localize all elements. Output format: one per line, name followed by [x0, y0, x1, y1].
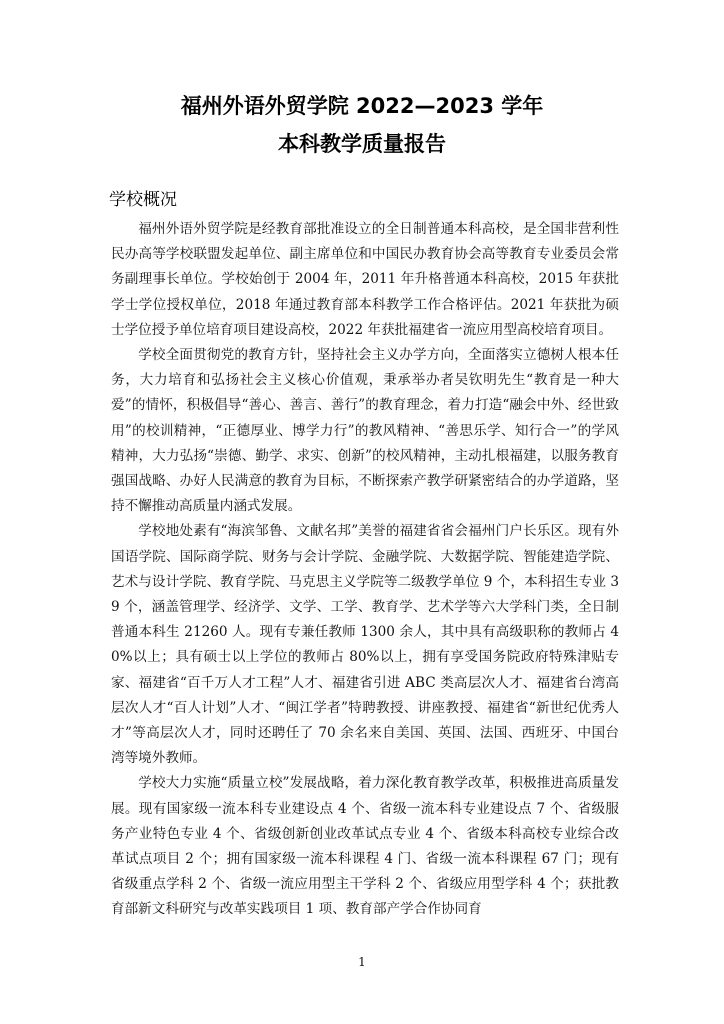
report-title-line-1: 福州外语外贸学院 2022—2023 学年 — [180, 94, 544, 118]
section-heading: 学校概况 — [109, 190, 177, 210]
page-number: 1 — [358, 955, 366, 969]
paragraph-intro: 福州外语外贸学院是经教育部批准设立的全日制普通本科高校，是全国非营利性民办高等学校联盟发起单位、副主席单位和中国民办教育协会高等教育专业委员会常务副理事长单位。学校始创于 2004 年，2011 年升格普通本科高校，2015 年获批学士学位授权单位，2018 年通过教育部本科教学工作合格评估。2021 年获批为硕士学位授予单位培育项目建设高校，2022 年获批福建省一流应用型高校培育项目。 — [111, 221, 619, 338]
paragraph-quality-strategy: 学校大力实施“质量立校”发展战略，着力深化教育教学改革，积极推进高质量发展。现有国家级一流本科专业建设点 4 个、省级一流本科专业建设点 7 个、省级服务产业特色专业 4 个、省级创新创业改革试点专业 4 个、省级本科高校专业综合改革试点项目 2 个；拥有国家级一流本科课程 4 门、省级一流本科课程 67 门；现有省级重点学科 2 个、省级一流应用型主干学科 2 个、省级应用型学科 4 个；获批教育部新文科研究与改革实践项目 1 项、教育部产学合作协同育 — [111, 775, 619, 918]
body-text — [111, 217, 619, 923]
report-title-line-2: 本科教学质量报告 — [278, 132, 446, 156]
paragraph-location-faculty: 学校地处素有“海滨邹鲁、文献名邦”美誉的福建省省会福州门户长乐区。现有外国语学院、国际商学院、财务与会计学院、金融学院、大数据学院、智能建造学院、艺术与设计学院、教育学院、马克思主义学院等二级教学单位 9 个，本科招生专业 39 个，涵盖管理学、经济学、文学、工学、教育学、艺术学等六大学科门类，全日制普通本科生 21260 人。现有专兼任教师 1300 余人，其中具有高级职称的教师占 40%以上；具有硕士以上学位的教师占 80%以上，拥有享受国务院政府特殊津贴专家、福建省“百千万人才工程”人才、福建省引进 ABC 类高层次人才、福建省台湾高层次人才“百人计划”人才、“闽江学者”特聘教授、讲座教授、福建省“新世纪优秀人才”等高层次人才，同时还聘任了 70 余名来自美国、英国、法国、西班牙、中国台湾等境外教师。 — [111, 523, 619, 767]
paragraph-philosophy: 学校全面贯彻党的教育方针，坚持社会主义办学方向，全面落实立德树人根本任务，大力培育和弘扬社会主义核心价值观，秉承举办者吴钦明先生“教育是一种大爱”的情怀，积极倡导“善心、善言、善行”的教育理念，着力打造“融会中外、经世致用”的校训精神，“正德厚业、博学力行”的教风精神、“善思乐学、知行合一”的学风精神，大力弘扬“崇德、勤学、求实、创新”的校风精神，主动扎根福建，以服务教育强国战略、办好人民满意的教育为目标，不断探索产教学研紧密结合的办学道路，坚持不懈推动高质量内涵式发展。 — [111, 347, 619, 515]
